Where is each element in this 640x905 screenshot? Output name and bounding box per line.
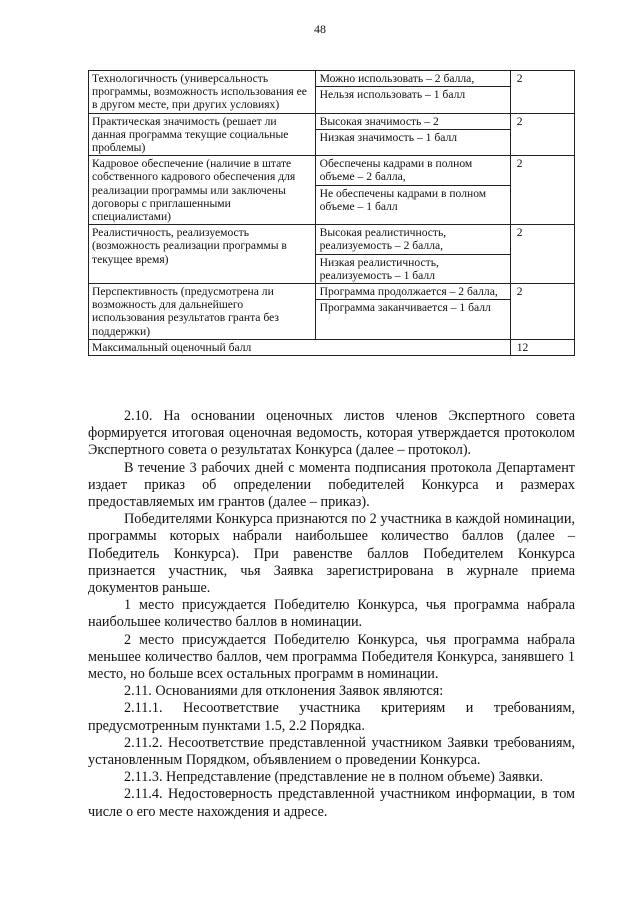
max-score-cell: 2	[510, 156, 574, 225]
total-label: Максимальный оценочный балл	[89, 339, 511, 355]
option-text: Программа продолжается – 2 балла,	[319, 285, 498, 299]
criterion-cell: Перспективность (предусмотрена ли возможность для дальнейшего использования результатов гранта без поддержки)	[89, 284, 316, 340]
option-text: Низкая реалистичность, реализуемость – 1 балл	[316, 254, 510, 283]
options-cell	[315, 113, 510, 156]
paragraph: 2.11. Основаниями для отклонения Заявок являются:	[124, 683, 444, 700]
table-total-row	[89, 339, 575, 355]
paragraph: 2.11.1. Несоответствие участника критериям и требованиям, предусмотренным пунктами 1.5, 2.2 Порядка.	[88, 700, 575, 734]
option-text: Высокая реалистичность, реализуемость – 2 балла,	[319, 226, 447, 253]
paragraph: Победителями Конкурса признаются по 2 участника в каждой номинации, программы которых набрали наибольшее количество баллов (далее – Победитель Конкурса). При равенстве баллов Победителем Конкурса признается участник, чья Заявка зарегистрирована в журнале приема документов раньше.	[88, 511, 575, 597]
max-score-cell: 2	[510, 71, 574, 114]
max-score-cell: 2	[510, 113, 574, 156]
total-value: 12	[510, 339, 574, 355]
paragraph: 1 место присуждается Победителю Конкурса, чья программа набрала наибольшее количество баллов в номинации.	[88, 597, 575, 631]
criteria-table	[88, 70, 575, 356]
options-cell	[315, 225, 510, 284]
max-score-cell: 2	[510, 225, 574, 284]
table-row	[89, 225, 575, 284]
criterion-cell: Кадровое обеспечение (наличие в штате собственного кадрового обеспечения для реализации программы или заключены договоры с приглашенными специалистами)	[89, 156, 316, 225]
option-text: Не обеспечены кадрами в полном объеме – 1 балл	[316, 185, 510, 214]
criterion-cell: Реалистичность, реализуемость (возможность реализации программы в текущее время)	[89, 225, 316, 284]
option-text: Низкая значимость – 1 балл	[316, 129, 510, 145]
table-row	[89, 284, 575, 340]
paragraph: 2.11.2. Несоответствие представленной участником Заявки требованиям, установленным Порядком, объявлением о проведении Конкурса.	[88, 734, 575, 769]
option-text: Нельзя использовать – 1 балл	[316, 86, 510, 102]
max-score-cell: 2	[510, 284, 574, 340]
options-cell	[315, 284, 510, 340]
paragraph: 2.11.3. Непредставление (представление не в полном объеме) Заявки.	[124, 769, 544, 786]
option-text: Можно использовать – 2 балла,	[319, 72, 475, 85]
paragraph: В течение 3 рабочих дней с момента подписания протокола Департамент издает приказ об определении победителей Конкурса и размерах предоставляемых им грантов (далее – приказ).	[88, 459, 575, 511]
page-number: 48	[314, 22, 326, 36]
paragraph: 2.11.4. Недостоверность представленной участником информации, в том числе о его месте нахождения и адресе.	[88, 786, 575, 820]
options-cell	[315, 71, 510, 114]
paragraph: 2 место присуждается Победителю Конкурса, чья программа набрала меньшее количество баллов, чем программа Победителя Конкурса, занявшего 1 место, но больше всех остальных программ в номинации.	[88, 631, 575, 683]
table-row	[89, 71, 575, 114]
paragraph: 2.10. На основании оценочных листов членов Экспертного совета формируется итоговая оценочная ведомость, которая утверждается протоколом Экспертного совета о результатах Конкурса (далее – протокол).	[88, 408, 575, 459]
option-text: Программа заканчивается – 1 балл	[316, 299, 510, 315]
option-text: Обеспечены кадрами в полном объеме – 2 балла,	[319, 157, 473, 184]
table-row	[89, 156, 575, 225]
body-text	[88, 408, 575, 821]
table-row	[89, 113, 575, 156]
option-text: Высокая значимость – 2	[319, 114, 439, 128]
criterion-cell: Практическая значимость (решает ли данная программа текущие социальные проблемы)	[89, 113, 316, 156]
options-cell	[315, 156, 510, 225]
criterion-cell: Технологичность (универсальность программы, возможность использования ее в другом месте, при других условиях)	[89, 71, 316, 114]
